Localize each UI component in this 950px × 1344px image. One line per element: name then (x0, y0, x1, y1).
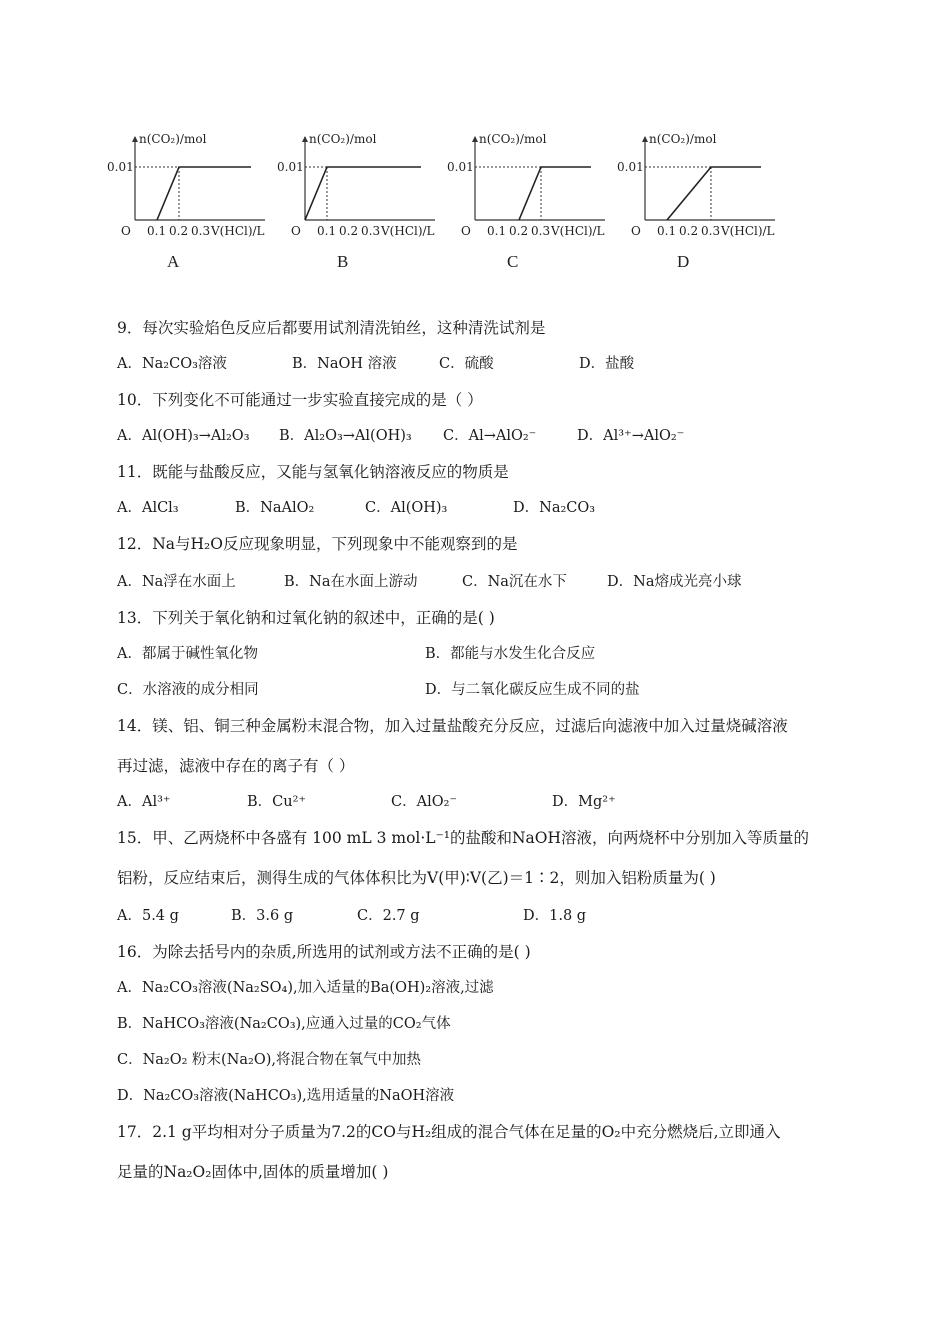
q13-option-b: B．都能与水发生化合反应 (425, 646, 596, 662)
x-axis-label: V(HCl)/L (551, 224, 605, 238)
x-tick-label: 0.2 (679, 224, 699, 238)
q10-option-c: C．Al→AlO₂⁻ (443, 428, 537, 444)
x-tick-label: 0.1 (147, 224, 167, 238)
q15-option-c: C．2.7 g (357, 908, 420, 924)
q11-option-b: B．NaAlO₂ (235, 500, 315, 516)
y-tick-label: 0.01 (617, 160, 644, 174)
q10-stem: 10．下列变化不可能通过一步实验直接完成的是（ ） (117, 391, 483, 409)
graph-letter: B (337, 252, 349, 271)
y-axis-arrow (132, 136, 138, 142)
x-axis-label: V(HCl)/L (721, 224, 775, 238)
graph-svg (445, 125, 625, 275)
data-curve (519, 167, 591, 220)
q13-stem: 13．下列关于氧化钠和过氧化钠的叙述中，正确的是( ) (117, 609, 495, 627)
y-tick-label: 0.01 (107, 160, 134, 174)
x-tick-label: 0.2 (509, 224, 529, 238)
data-curve (157, 167, 251, 220)
graph-panel-b (275, 125, 455, 275)
graph-options (105, 125, 805, 275)
q10-option-b: B．Al₂O₃→Al(OH)₃ (279, 428, 412, 444)
graph-svg (105, 125, 285, 275)
graph-svg (275, 125, 455, 275)
q14-option-b: B．Cu²⁺ (247, 794, 307, 810)
q13-option-d: D．与二氧化碳反应生成不同的盐 (425, 682, 640, 698)
x-tick-label: 0.1 (317, 224, 337, 238)
q9-option-a: A．Na₂CO₃溶液 (117, 356, 227, 372)
data-curve (305, 167, 421, 220)
x-tick-label: 0.3 (191, 224, 211, 238)
graph-panel-d (615, 125, 795, 275)
q16-option-b: B．NaHCO₃溶液(Na₂CO₃),应通入过量的CO₂气体 (117, 1016, 451, 1032)
q14-option-c: C．AlO₂⁻ (391, 794, 458, 810)
graph-panel-a (105, 125, 285, 275)
q14-option-d: D．Mg²⁺ (552, 794, 616, 810)
y-axis-label: n(CO₂)/mol (479, 132, 547, 146)
y-axis-label: n(CO₂)/mol (309, 132, 377, 146)
q13-option-a: A．都属于碱性氧化物 (117, 646, 258, 662)
q12-option-a: A．Na浮在水面上 (117, 574, 236, 590)
y-axis-arrow (302, 136, 308, 142)
q14-stem-line1: 14．镁、铝、铜三种金属粉末混合物，加入过量盐酸充分反应，过滤后向滤液中加入过量烧碱溶液 (117, 717, 788, 735)
q15-option-b: B．3.6 g (231, 908, 294, 924)
q11-option-a: A．AlCl₃ (117, 500, 179, 516)
origin-label: O (121, 224, 131, 238)
x-tick-label: 0.2 (339, 224, 359, 238)
y-axis-label: n(CO₂)/mol (139, 132, 207, 146)
q16-option-c: C．Na₂O₂ 粉末(Na₂O),将混合物在氧气中加热 (117, 1052, 422, 1068)
q12-option-d: D．Na熔成光亮小球 (607, 574, 742, 590)
q11-option-d: D．Na₂CO₃ (513, 500, 596, 516)
q12-option-c: C．Na沉在水下 (462, 574, 567, 590)
x-tick-label: 0.1 (487, 224, 507, 238)
q15-stem-line2: 铝粉，反应结束后，测得生成的气体体积比为V(甲)∶V(乙)＝1∶2，则加入铝粉质量为( ) (117, 869, 716, 887)
q16-option-d: D．Na₂CO₃溶液(NaHCO₃),选用适量的NaOH溶液 (117, 1088, 455, 1104)
x-tick-label: 0.1 (657, 224, 677, 238)
q12-option-b: B．Na在水面上游动 (284, 574, 418, 590)
x-tick-label: 0.3 (531, 224, 551, 238)
x-axis-label: V(HCl)/L (381, 224, 435, 238)
x-axis-label: V(HCl)/L (211, 224, 265, 238)
q11-option-c: C．Al(OH)₃ (365, 500, 448, 516)
graph-letter: C (507, 252, 519, 271)
q16-stem: 16．为除去括号内的杂质,所选用的试剂或方法不正确的是( ) (117, 943, 531, 961)
q9-option-c: C．硫酸 (439, 356, 494, 372)
q17-stem-line1: 17．2.1 g平均相对分子质量为7.2的CO与H₂组成的混合气体在足量的O₂中充分燃烧后,立即通入 (117, 1123, 781, 1141)
q15-option-a: A．5.4 g (117, 908, 179, 924)
origin-label: O (631, 224, 641, 238)
q9-option-b: B．NaOH 溶液 (292, 356, 397, 372)
q9-option-d: D．盐酸 (579, 356, 635, 372)
graph-letter: A (167, 252, 180, 271)
y-axis-arrow (472, 136, 478, 142)
q15-option-d: D．1.8 g (523, 908, 587, 924)
y-axis-arrow (642, 136, 648, 142)
q14-stem-line2: 再过滤，滤液中存在的离子有（ ） (117, 757, 355, 775)
q17-stem-line2: 足量的Na₂O₂固体中,固体的质量增加( ) (117, 1163, 389, 1181)
q11-stem: 11．既能与盐酸反应，又能与氢氧化钠溶液反应的物质是 (117, 463, 509, 481)
q13-option-c: C．水溶液的成分相同 (117, 682, 259, 698)
graph-panel-c (445, 125, 625, 275)
q16-option-a: A．Na₂CO₃溶液(Na₂SO₄),加入适量的Ba(OH)₂溶液,过滤 (117, 980, 494, 996)
x-tick-label: 0.2 (169, 224, 189, 238)
x-tick-label: 0.3 (701, 224, 721, 238)
graph-letter: D (677, 252, 690, 271)
q14-option-a: A．Al³⁺ (117, 794, 171, 810)
q10-option-d: D．Al³⁺→AlO₂⁻ (577, 428, 685, 444)
origin-label: O (291, 224, 301, 238)
q10-option-a: A．Al(OH)₃→Al₂O₃ (117, 428, 250, 444)
x-tick-label: 0.3 (361, 224, 381, 238)
y-axis-label: n(CO₂)/mol (649, 132, 717, 146)
y-tick-label: 0.01 (447, 160, 474, 174)
origin-label: O (461, 224, 471, 238)
q12-stem: 12．Na与H₂O反应现象明显，下列现象中不能观察到的是 (117, 535, 518, 553)
data-curve (667, 167, 761, 220)
graph-svg (615, 125, 795, 275)
q9-stem: 9．每次实验焰色反应后都要用试剂清洗铂丝，这种清洗试剂是 (117, 319, 546, 337)
q15-stem-line1: 15．甲、乙两烧杯中各盛有 100 mL 3 mol·L⁻¹的盐酸和NaOH溶液，向两烧杯中分别加入等质量的 (117, 829, 810, 847)
y-tick-label: 0.01 (277, 160, 304, 174)
